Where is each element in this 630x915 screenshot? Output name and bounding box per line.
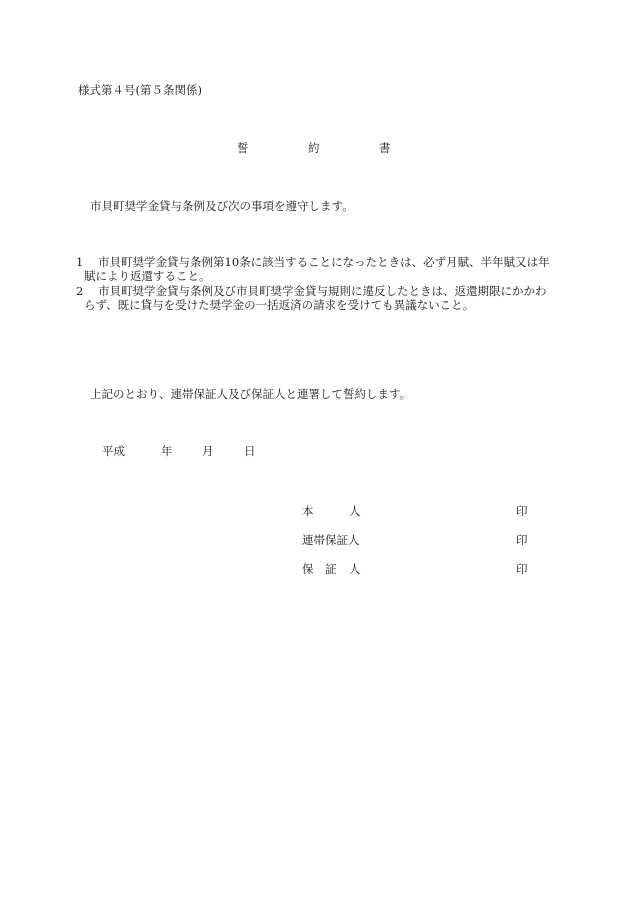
- item-number: 2: [76, 283, 84, 298]
- role-char: 人: [349, 562, 361, 576]
- closing-statement: 上記のとおり、連帯保証人及び保証人と連署して誓約します。: [90, 387, 412, 401]
- item-line: 賦により返還すること。: [84, 269, 211, 284]
- item-number: 1: [76, 255, 84, 269]
- signature-role: 連帯保証人: [302, 533, 360, 547]
- title-char-1: 誓: [237, 141, 249, 155]
- seal-mark: 印: [516, 504, 528, 518]
- title-char-2: 約: [308, 141, 320, 155]
- role-char: 証: [325, 562, 337, 576]
- date-year: 年: [161, 444, 173, 458]
- form-label: 様式第４号(第５条関係): [78, 83, 202, 97]
- title-char-3: 書: [379, 141, 391, 155]
- intro-statement: 市貝町奨学金貸与条例及び次の事項を遵守します。: [90, 199, 354, 213]
- seal-mark: 印: [516, 562, 528, 576]
- pledge-item-1: [76, 255, 556, 284]
- role-char: 保: [302, 562, 314, 576]
- date-era: 平成: [102, 444, 125, 458]
- pledge-items: [76, 255, 556, 313]
- role-char: 本: [302, 504, 314, 518]
- item-line: らず、既に貸与を受けた奨学金の一括返済の請求を受けても異議ないこと。: [84, 298, 475, 313]
- item-line: 市貝町奨学金貸与条例及び市貝町奨学金貸与規則に違反したときは、返還期限にかかわ: [98, 283, 547, 298]
- date-month: 月: [202, 444, 214, 458]
- date-day: 日: [244, 444, 256, 458]
- pledge-item-2: [76, 284, 556, 313]
- item-line: 市貝町奨学金貸与条例第10条に該当することになったときは、必ず月賦、半年賦又は年: [98, 255, 550, 269]
- role-char: 人: [349, 504, 361, 518]
- seal-mark: 印: [516, 533, 528, 547]
